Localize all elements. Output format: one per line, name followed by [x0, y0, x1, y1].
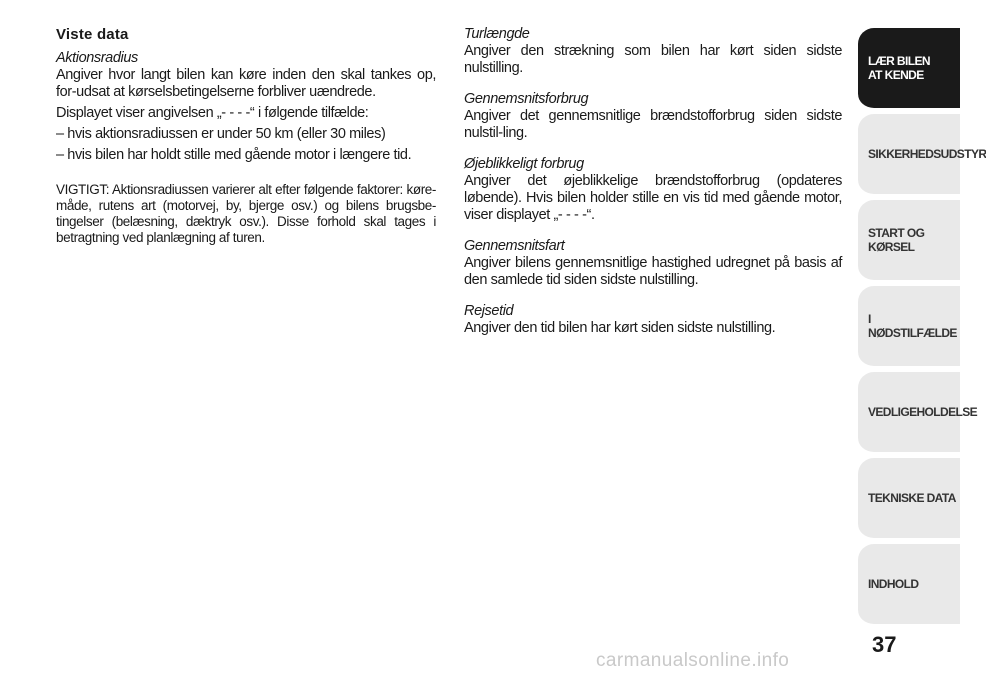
- text-rejsetid: Angiver den tid bilen har kørt siden sidste nulstilling.: [464, 320, 776, 336]
- tab-label: VEDLIGEHOLDELSE: [868, 405, 978, 419]
- important-note: VIGTIGT: Aktionsradiussen varierer alt efter følgende faktorer: køre-måde, rutens art (motorvej, by, bjerge osv.) og bilens brugsbe-tingelser (belæsning, dæktryk osv.). Disse forhold skal tages i betragtning ved planlægning af turen.: [56, 182, 436, 245]
- tab-laer-bilen-at-kende[interactable]: [858, 28, 960, 110]
- text-turlaengde: Angiver den strækning som bilen har kørt siden sidste nulstilling.: [464, 43, 842, 76]
- text-gennemsnitsforbrug: Angiver det gennemsnitlige brændstofforbrug siden sidste nulstil-ling.: [464, 108, 842, 141]
- tab-label: INDHOLD: [868, 577, 919, 591]
- bullet-under-50km: – hvis aktionsradiussen er under 50 km (eller 30 miles): [56, 126, 386, 142]
- page-number: 37: [872, 632, 897, 657]
- tab-tekniske-data[interactable]: [858, 458, 960, 540]
- tab-i-noedstilfaelde[interactable]: [858, 286, 960, 368]
- paragraph-display-cases: Displayet viser angivelsen „- - - -“ i følgende tilfælde:: [56, 105, 369, 121]
- bullet-idle-engine: – hvis bilen har holdt stille med gående motor i længere tid.: [56, 147, 412, 163]
- tab-label: TEKNISKE DATA: [868, 491, 956, 505]
- text-gennemsnitsfart: Angiver bilens gennemsnitlige hastighed udregnet på basis af den samlede tid siden sidste nulstilling.: [464, 255, 842, 288]
- paragraph-range-description: Angiver hvor langt bilen kan køre inden den skal tankes op, for-udsat at kørselsbetingelserne forbliver uændrede.: [56, 67, 436, 100]
- tab-label: START OG KØRSEL: [868, 226, 925, 254]
- subheading-oejeblikkeligt-forbrug: Øjeblikkeligt forbrug: [464, 156, 584, 172]
- subheading-rejsetid: Rejsetid: [464, 303, 514, 319]
- subheading-turlaengde: Turlængde: [464, 26, 530, 42]
- text-oejeblikkeligt-forbrug: Angiver det øjeblikkelige brændstofforbrug (opdateres løbende). Hvis bilen holder stille en vis tid med gående motor, viser displayet „- - - -“.: [464, 173, 842, 223]
- subheading-aktionsradius: Aktionsradius: [56, 50, 138, 66]
- section-heading: Viste data: [56, 26, 129, 43]
- tab-vedligeholdelse[interactable]: [858, 372, 978, 454]
- tab-indhold[interactable]: [858, 544, 960, 626]
- subheading-gennemsnitsforbrug: Gennemsnitsforbrug: [464, 91, 589, 107]
- tab-label: LÆR BILEN AT KENDE: [868, 54, 930, 82]
- subheading-gennemsnitsfart: Gennemsnitsfart: [464, 238, 565, 254]
- tab-label: SIKKERHEDSUDSTYR: [868, 147, 986, 161]
- right-column: [464, 26, 842, 341]
- left-column: [56, 26, 436, 250]
- tab-start-og-koersel[interactable]: [858, 200, 960, 282]
- watermark: carmanualsonline.info: [596, 650, 790, 671]
- tab-label: I NØDSTILFÆLDE: [868, 312, 957, 340]
- tab-sikkerhedsudstyr[interactable]: [858, 114, 986, 196]
